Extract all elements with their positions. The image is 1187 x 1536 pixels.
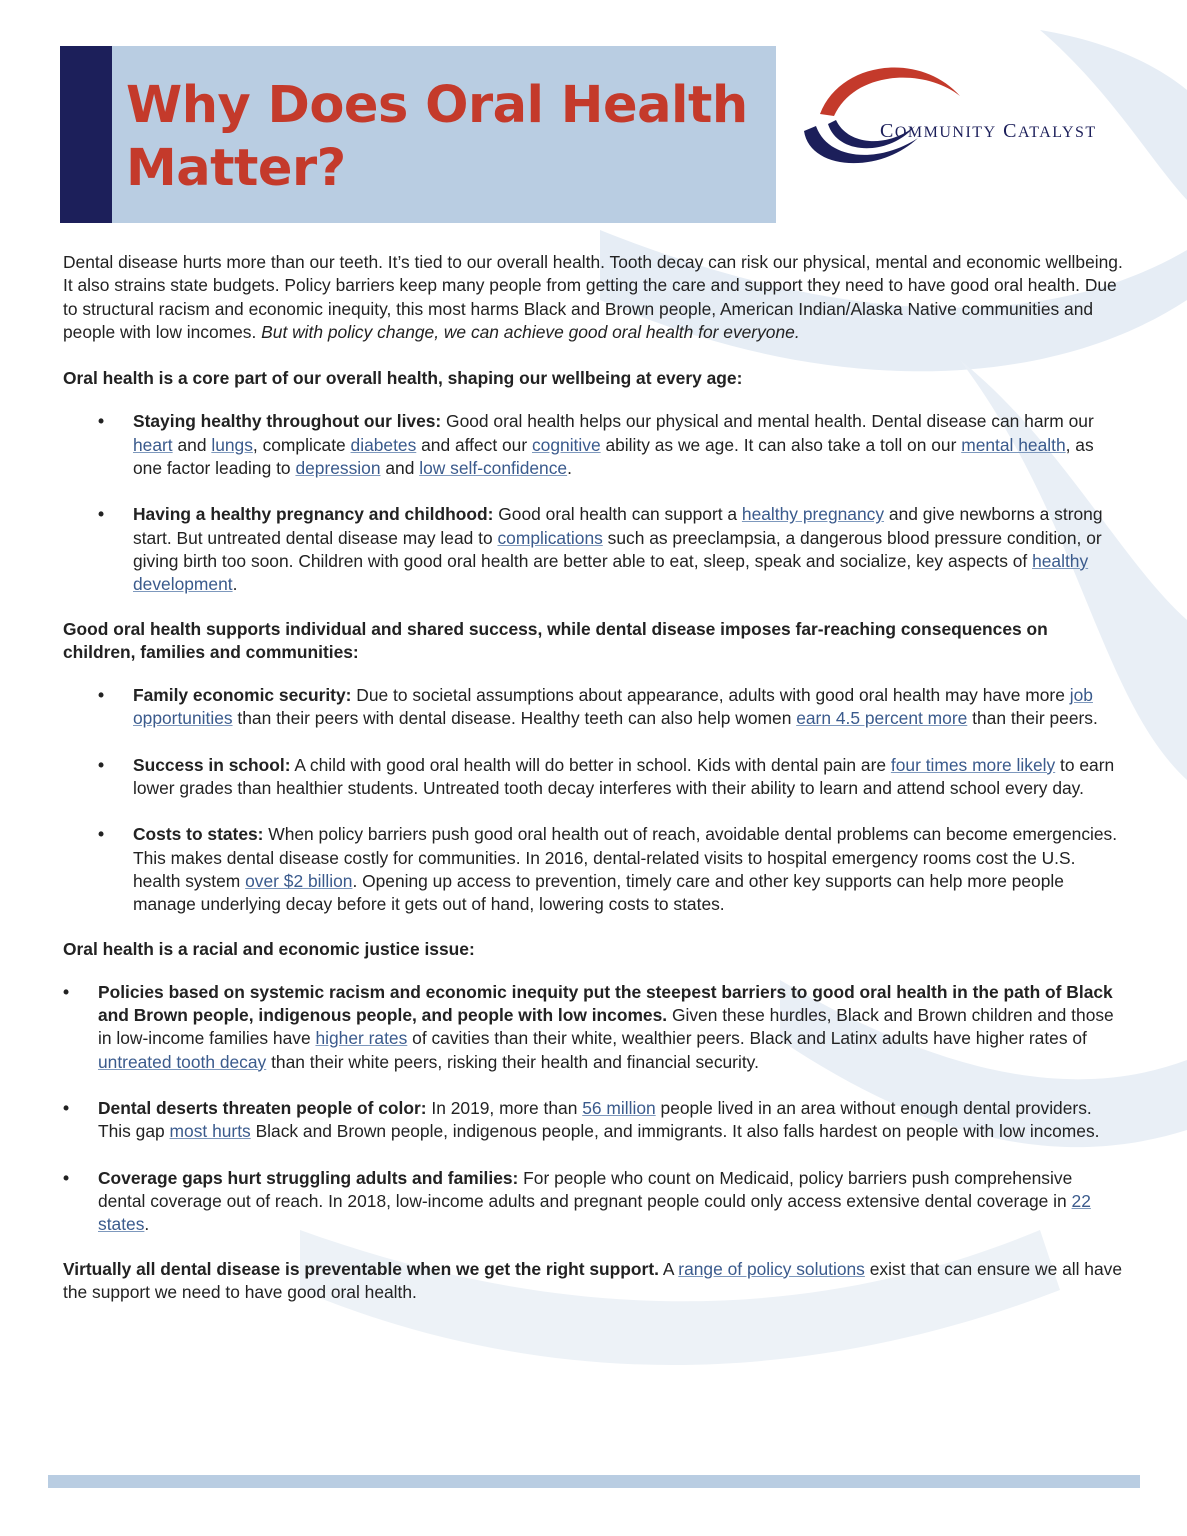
logo-letter: C	[1003, 120, 1018, 142]
link-healthy-development[interactable]: healthy development	[133, 550, 1089, 595]
item-text: Black and Brown people, indigenous people, and immigrants. It also falls hardest on people with low incomes.	[250, 1121, 1100, 1142]
logo-swoosh-icon	[800, 56, 970, 176]
item-text: .	[567, 458, 572, 479]
item-text: , as one factor leading to	[133, 434, 1094, 479]
item-text: Due to societal assumptions about appearance, adults with good oral health may have more	[351, 685, 1070, 706]
link-cognitive[interactable]: cognitive	[531, 434, 601, 455]
intro-paragraph	[63, 251, 1123, 344]
item-lead: Staying healthy throughout our lives:	[133, 411, 442, 432]
item-text: , complicate	[252, 434, 351, 455]
footer-bar	[48, 1475, 1140, 1488]
page-title	[126, 74, 748, 200]
item-text: such as preeclampsia, a dangerous blood pressure condition, or giving birth too soon. Children with good oral health are better able to eat, sleep, speak and socialize, key aspects of	[133, 527, 1102, 571]
item-text: and	[380, 458, 420, 479]
list-item	[63, 981, 1123, 1074]
item-text: Good oral health helps our physical and mental health. Dental disease can harm our	[441, 411, 1094, 432]
bullet-icon: •	[98, 685, 105, 706]
link-range-of-policy-solutions[interactable]: range of policy solutions	[678, 1258, 865, 1279]
list-item	[98, 410, 1123, 480]
list-item	[98, 684, 1123, 731]
bullet-icon: •	[98, 754, 105, 775]
item-text: to earn lower grades than healthier students. Untreated tooth decay interferes with their ability to learn and attend school every day.	[133, 754, 1115, 799]
item-text: A child with good oral health will do better in school. Kids with dental pain are	[290, 754, 891, 775]
link-low-self-confidence[interactable]: low self-confidence	[419, 458, 568, 479]
section-heading-core-health: Oral health is a core part of our overall health, shaping our wellbeing at every age:	[63, 368, 743, 389]
link-healthy-pregnancy[interactable]: healthy pregnancy	[741, 504, 885, 525]
closing-paragraph	[63, 1258, 1123, 1305]
community-catalyst-logo	[800, 56, 1150, 176]
title-banner	[60, 46, 776, 223]
link-56-million[interactable]: 56 million	[582, 1098, 656, 1119]
link-over-2-billion[interactable]: over $2 billion	[245, 870, 353, 891]
item-text: In 2019, more than	[426, 1098, 583, 1119]
intro-italic-text: But with policy change, we can achieve good oral health for everyone.	[261, 321, 800, 342]
bullet-icon: •	[98, 504, 105, 525]
list-item	[98, 823, 1123, 916]
item-text: .	[144, 1214, 150, 1235]
logo-letter: C	[880, 120, 895, 142]
link-lungs[interactable]: lungs	[211, 434, 253, 455]
link-depression[interactable]: depression	[295, 458, 381, 479]
item-text: When policy barriers push good oral health out of reach, avoidable dental problems can become emergencies. This makes dental disease costly for communities. In 2016, dental-related visits to hospital emergency rooms cost the U.S. health system	[133, 824, 1118, 891]
item-text: ability as we age. It can also take a toll on our	[600, 434, 962, 455]
item-lead: Costs to states:	[133, 824, 264, 845]
link-mental-health[interactable]: mental health	[961, 434, 1066, 455]
item-lead: Family economic security:	[133, 685, 352, 706]
item-text: Good oral health can support a	[493, 504, 742, 525]
item-text: people lived in an area without enough dental providers. This gap	[98, 1098, 1092, 1142]
closing-text: A	[658, 1258, 679, 1279]
item-text: than their peers.	[967, 708, 1098, 729]
link-22-states[interactable]: 22 states	[98, 1190, 1091, 1235]
closing-lead: Virtually all dental disease is preventable when we get the right support.	[63, 1258, 659, 1279]
bullet-icon: •	[98, 824, 105, 845]
item-text: than their white peers, risking their health and financial security.	[266, 1051, 759, 1072]
item-text: . Opening up access to prevention, timely care and other key supports can help more people manage underlying decay before it gets out of hand, lowering costs to states.	[133, 870, 1064, 915]
item-text: than their peers with dental disease. Healthy teeth can also help women	[232, 708, 797, 729]
item-text: of cavities than their white, wealthier peers. Black and Latinx adults have higher rates of	[407, 1028, 1087, 1049]
link-most-hurts[interactable]: most hurts	[169, 1121, 251, 1142]
justice-list	[63, 981, 1123, 1237]
item-text: Given these hurdles, Black and Brown children and those in low-income families have	[98, 1005, 1114, 1049]
link-complications[interactable]: complications	[497, 527, 603, 548]
intro-text: Dental disease hurts more than our teeth. It’s tied to our overall health. Tooth decay can risk our physical, mental and economic wellbeing. It also strains state budgets. Policy barriers keep many people from getting the care and support they need to have good oral health. Due to structural racism and economic inequity, this most harms Black and Brown people, American Indian/Alaska Native communities and people with low incomes.	[63, 252, 1123, 342]
item-text: For people who count on Medicaid, policy barriers push comprehensive dental coverage out of reach. In 2018, low-income adults and pregnant people could only access extensive dental coverage in	[98, 1167, 1073, 1211]
bullet-icon: •	[98, 411, 105, 432]
section-heading-justice: Oral health is a racial and economic justice issue:	[63, 938, 475, 959]
item-lead: Coverage gaps hurt struggling adults and families:	[98, 1167, 519, 1188]
list-item	[98, 754, 1123, 801]
link-untreated-tooth-decay[interactable]: untreated tooth decay	[98, 1051, 267, 1072]
bullet-icon: •	[63, 1098, 70, 1119]
logo-word-community: OMMUNITY	[894, 124, 997, 141]
core-health-list	[63, 410, 1123, 596]
item-lead: Policies based on systemic racism and economic inequity put the steepest barriers to good oral health in the path of Black and Brown people, indigenous people, and people with low incomes.	[98, 981, 1113, 1026]
bullet-icon: •	[63, 981, 70, 1002]
closing-text: exist that can ensure we all have the support we need to have good oral health.	[63, 1258, 1123, 1302]
bullet-icon: •	[63, 1167, 70, 1188]
document-body	[63, 251, 1123, 1304]
list-item	[63, 1097, 1123, 1144]
item-lead: Having a healthy pregnancy and childhood:	[133, 504, 494, 525]
link-four-times-more-likely[interactable]: four times more likely	[890, 754, 1056, 775]
logo-word-catalyst: ATALYST	[1017, 124, 1097, 141]
page-title-line1: Why Does Oral Health	[126, 76, 748, 135]
link-higher-rates[interactable]: higher rates	[315, 1028, 408, 1049]
list-item	[98, 503, 1123, 596]
item-lead: Dental deserts threaten people of color:	[98, 1098, 427, 1119]
item-text: and give newborns a strong start. But untreated dental disease may lead to	[133, 504, 1103, 548]
item-text: .	[232, 574, 238, 595]
section-heading-success: Good oral health supports individual and shared success, while dental disease imposes far-reaching consequences on children, families and communities:	[63, 618, 1048, 662]
title-banner-stripe	[60, 46, 112, 223]
item-lead: Success in school:	[133, 754, 291, 775]
item-text: and affect our	[416, 434, 532, 455]
success-list	[63, 684, 1123, 916]
page-title-line2: Matter?	[126, 139, 346, 198]
link-diabetes[interactable]: diabetes	[350, 434, 417, 455]
link-earn-more[interactable]: earn 4.5 percent more	[796, 708, 968, 729]
link-job-opportunities[interactable]: job opportunities	[133, 685, 1093, 729]
link-heart[interactable]: heart	[133, 434, 173, 455]
logo-wordmark	[880, 120, 1097, 143]
item-text: and	[172, 434, 212, 455]
list-item	[63, 1167, 1123, 1237]
